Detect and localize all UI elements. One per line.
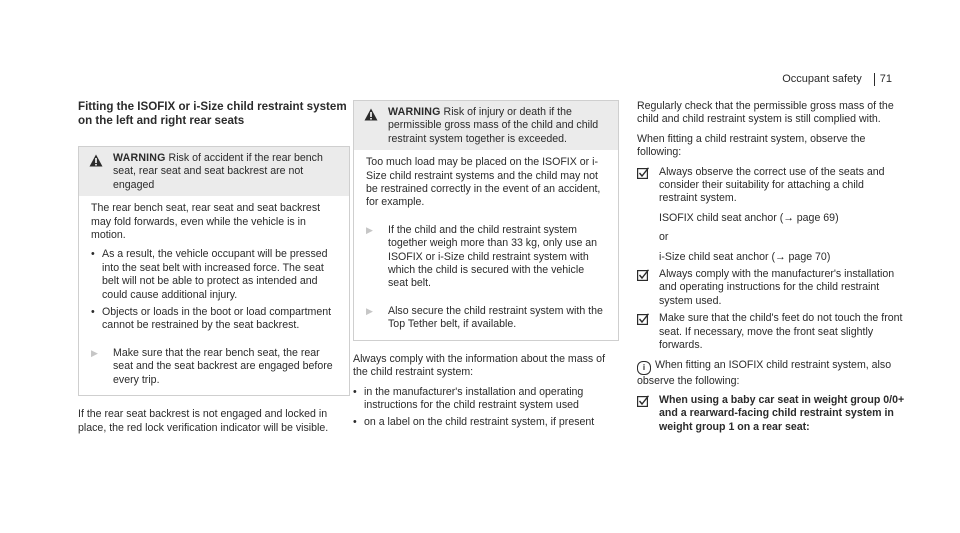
mass-info-list [353,386,619,430]
warning-box-mass [353,100,619,341]
step-text: Make sure that the rear bench seat, the rear seat and the seat backrest are engaged before every trip. [113,346,333,386]
warning-triangle-icon [364,108,378,121]
isize-reference: i-Size child seat anchor (→ page 70) [659,250,831,263]
note-paragraph [637,359,905,388]
instruction-step [366,224,606,291]
checklist-text: When using a baby car seat in weight group 0/0+ and a rearward-facing child restraint system in weight group 1 on a rear seat: [659,393,905,433]
list-item: • Objects or loads in the boot or load compartment cannot be restrained by the seat backrest. [91,306,337,333]
heading-line-1: Fitting the ISOFIX or i-Size child restraint system [78,100,347,113]
checklist-item [637,166,905,264]
step-arrow-icon: ▶ [366,224,373,235]
column-3 [637,100,905,438]
step-text: Also secure the child restraint system with the Top Tether belt, if available. [388,304,603,331]
checklist-text: Always comply with the manufacturer's installation and operating instructions for the child restraint system used. [659,268,895,307]
instruction-step [91,347,337,387]
warning-body-text: Too much load may be placed on the ISOFIX or i-Size child restraint systems and the child may not be restrained correctly in the event of an accident, for example. [366,156,601,209]
checkbox-icon [637,269,649,281]
warning-text: Risk of accident if the rear bench seat, rear seat and seat backrest are not engaged [113,152,323,191]
mass-info-paragraph: Always comply with the information about the mass of the child restraint system: [353,352,606,379]
warning-body [354,150,618,339]
warning-header [354,101,618,150]
warning-label: WARNING [388,106,441,118]
warning-body [79,196,349,395]
warning-label: WARNING [113,152,166,164]
gross-mass-paragraph: Regularly check that the permissible gross mass of the child and child restraint system is still complied with. [637,100,894,126]
isofix-reference: ISOFIX child seat anchor (→ page 69) [659,211,839,224]
list-item: • on a label on the child restraint system, if present [353,416,619,429]
checklist-item [637,312,905,352]
heading-line-2: on the left and right rear seats [78,114,245,127]
checkbox-icon [637,167,649,179]
checklist-text: Make sure that the child's feet do not touch the front seat. If necessary, move the front seat slightly forwards. [659,312,903,352]
warning-triangle-icon [89,154,103,167]
note-info-icon: i [637,361,651,375]
indicator-paragraph: If the rear seat backrest is not engaged and locked in place, the red lock verification indicator will be visible. [78,408,329,434]
page-number: 71 [874,73,892,86]
column-2 [353,100,619,434]
list-item: • in the manufacturer's installation and operating instructions for the child restraint system used [353,386,619,413]
checklist-item [637,394,905,434]
step-arrow-icon: ▶ [366,305,373,316]
warning-bullets [91,248,337,332]
checkbox-icon [637,313,649,325]
list-item: • As a result, the vehicle occupant will be pressed into the seat belt with increased force. The seat belt will not be able to protect as intended and could cause additional injury. [91,248,337,302]
step-arrow-icon: ▶ [91,347,98,358]
warning-text: Risk of injury or death if the permissible gross mass of the child and child restraint system together is exceeded. [388,106,599,145]
note-text: When fitting an ISOFIX child restraint system, also observe the following: [637,358,892,387]
observe-paragraph: When fitting a child restraint system, observe the following: [637,132,866,159]
warning-header [79,147,349,196]
checklist-text: Always observe the correct use of the seats and consider their suitability for attaching a child restraint system. [659,165,885,205]
section-heading [78,100,350,128]
column-1 [78,100,350,441]
warning-box-seat [78,146,350,396]
section-title: Occupant safety [782,73,862,85]
page-header [782,73,892,86]
warning-body-text: The rear bench seat, rear seat and seat backrest may fold forwards, even while the vehicle is in motion. [91,202,321,242]
checkbox-icon [637,395,649,407]
step-text: If the child and the child restraint system together weigh more than 33 kg, only use an ISOFIX or i-Size child restraint system with which the child is secured with the vehicle seat belt. [388,223,598,290]
or-text: or [659,231,669,244]
instruction-step [366,305,606,332]
checklist-item [637,268,905,308]
